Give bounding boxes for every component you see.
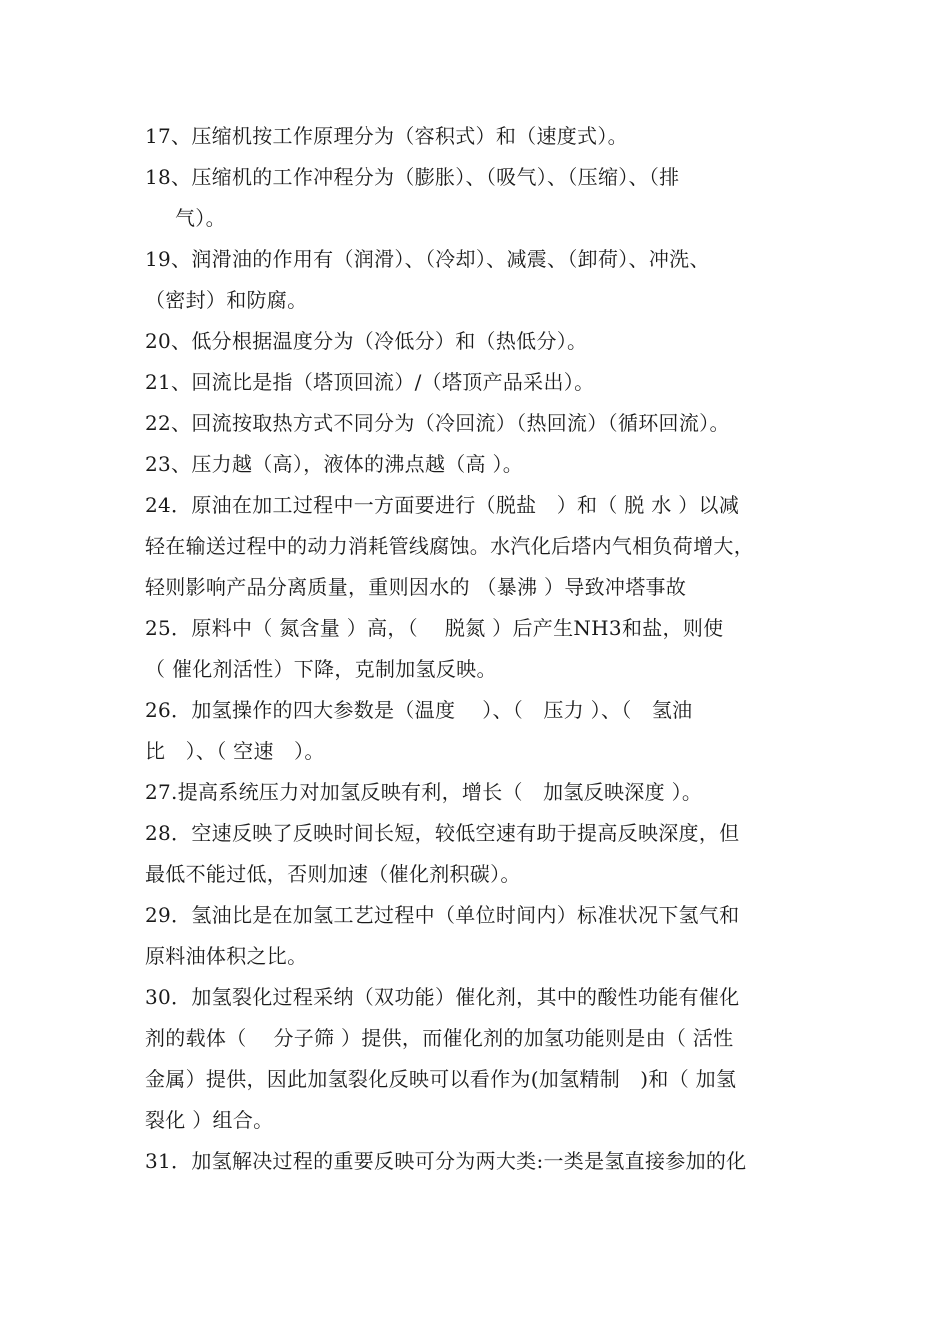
text-line: 31．加氢解决过程的重要反映可分为两大类:一类是氢直接参加的化 xyxy=(145,1149,747,1173)
text-line: 金属）提供，因此加氢裂化反映可以看作为(加氢精制 )和（ 加氢 xyxy=(145,1067,737,1091)
text-line: 27.提高系统压力对加氢反映有利，增长（ 加氢反映深度 ）。 xyxy=(145,780,703,804)
text-line: 26．加氢操作的四大参数是（温度 ）、（ 压力 ）、（ 氢油 xyxy=(145,698,693,722)
text-line: 24．原油在加工过程中一方面要进行（脱盐 ）和（ 脱 水 ）以减 xyxy=(145,493,740,517)
text-line: 原料油体积之比。 xyxy=(145,944,308,968)
text-line: 22、回流按取热方式不同分为（冷回流）（热回流）（循环回流）。 xyxy=(145,411,730,435)
text-line: 气）。 xyxy=(175,206,226,230)
text-line: 18、压缩机的工作冲程分为（膨胀）、（吸气）、（压缩）、（排 xyxy=(145,165,680,189)
text-line: 28．空速反映了反映时间长短，较低空速有助于提高反映深度，但 xyxy=(145,821,740,845)
text-line: 30．加氢裂化过程采纳（双功能）催化剂，其中的酸性功能有催化 xyxy=(145,985,740,1009)
text-line: 21、回流比是指（塔顶回流）/（塔顶产品采出）。 xyxy=(145,370,595,394)
text-line: 29．氢油比是在加氢工艺过程中（单位时间内）标准状况下氢气和 xyxy=(145,903,740,927)
text-line: 17、压缩机按工作原理分为（容积式）和（速度式）。 xyxy=(145,124,628,148)
text-line: （ 催化剂活性）下降，克制加氢反映。 xyxy=(145,657,497,681)
text-line: 剂的载体（ 分子筛 ）提供，而催化剂的加氢功能则是由（ 活性 xyxy=(145,1026,734,1050)
document-body xyxy=(145,116,815,1182)
text-line: 最低不能过低，否则加速（催化剂积碳）。 xyxy=(145,862,521,886)
text-line: 裂化 ）组合。 xyxy=(145,1108,274,1132)
text-line: 23、压力越（高），液体的沸点越（高 ）。 xyxy=(145,452,524,476)
text-line: 19、润滑油的作用有（润滑）、（冷却）、减震、（卸荷）、冲洗、 xyxy=(145,247,710,271)
text-line: 20、低分根据温度分为（冷低分）和（热低分）。 xyxy=(145,329,588,353)
text-line: （密封）和防腐。 xyxy=(145,288,308,312)
text-line: 轻在输送过程中的动力消耗管线腐蚀。水汽化后塔内气相负荷增大， xyxy=(145,534,754,558)
text-line: 比 ）、（ 空速 ）。 xyxy=(145,739,325,763)
text-line: 轻则影响产品分离质量，重则因水的 （暴沸 ）导致冲塔事故 xyxy=(145,575,687,599)
text-line: 25．原料中（ 氮含量 ）高，（ 脱氮 ）后产生NH3和盐，则使 xyxy=(145,616,724,640)
